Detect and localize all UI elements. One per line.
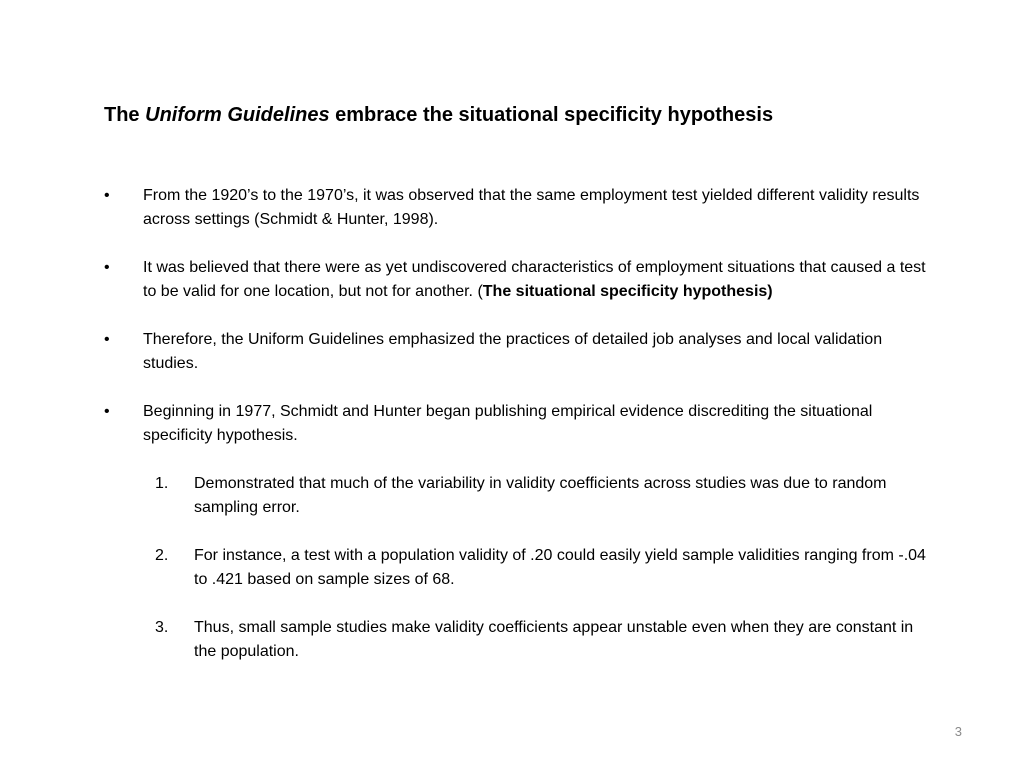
slide-title [104,101,964,129]
bullet-text: It was believed that there were as yet undiscovered characteristics of employment situations that caused a test to be valid for one location, but not for another. ( [143,259,926,300]
numbered-text: Thus, small sample studies make validity coefficients appear unstable even when they are constant in the population. [194,619,914,660]
bullet-text: Therefore, the Uniform Guidelines emphasized the practices of detailed job analyses and local validation studies. [143,331,883,372]
bullet-text: Beginning in 1977, Schmidt and Hunter began publishing empirical evidence discrediting the situational specificity hypothesis. [143,403,873,444]
title-prefix: The [104,104,146,126]
item-number: 2. [155,547,169,564]
bullet-marker: • [104,259,110,276]
title-suffix: embrace the situational specificity hypothesis [329,104,774,126]
bullet-marker: • [104,187,110,204]
numbered-item [104,544,934,592]
slide-content [104,184,934,688]
numbered-text: Demonstrated that much of the variability in validity coefficients across studies was due to random sampling error. [194,475,887,516]
bullet-text: From the 1920’s to the 1970’s, it was observed that the same employment test yielded different validity results across settings (Schmidt & Hunter, 1998). [143,187,920,228]
title-italic: Uniform Guidelines [145,104,330,126]
bullet-marker: • [104,403,110,420]
bullet-item [104,328,934,376]
bullet-marker: • [104,331,110,348]
numbered-text: For instance, a test with a population validity of .20 could easily yield sample validities ranging from -.04 to .421 based on sample sizes of 68. [194,547,926,588]
item-number: 3. [155,619,169,636]
bullet-item [104,256,934,304]
numbered-item [104,472,934,520]
bullet-bold-text: The situational specificity hypothesis) [482,283,773,300]
item-number: 1. [155,475,169,492]
bullet-item [104,184,934,232]
numbered-item [104,616,934,664]
page-number: 3 [954,724,962,739]
bullet-item [104,400,934,448]
